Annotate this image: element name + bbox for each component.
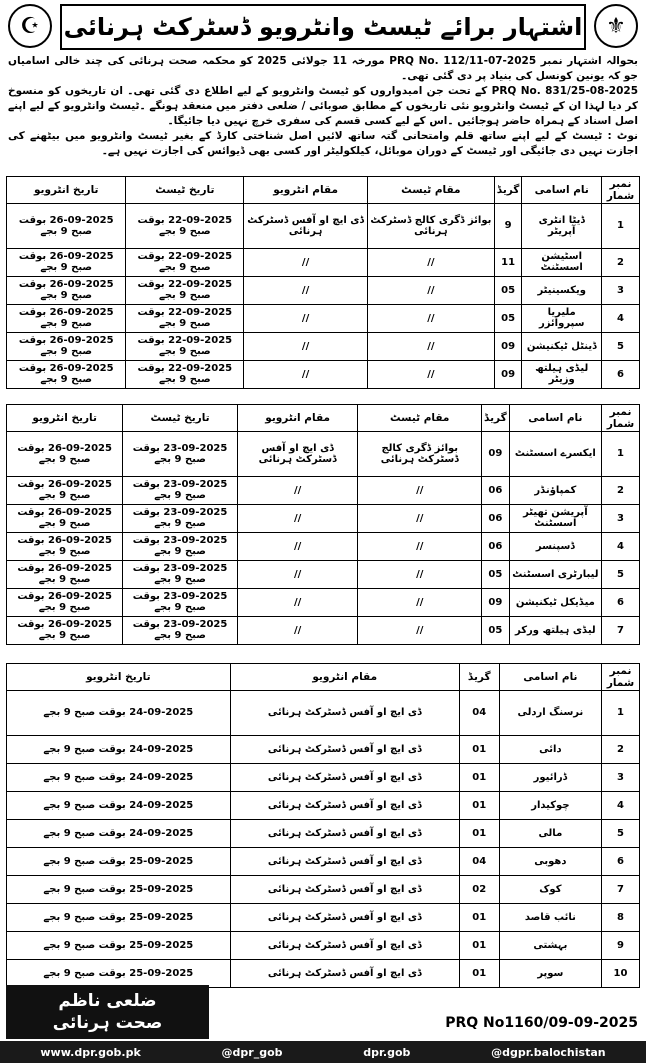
cell-test-venue: //: [358, 560, 482, 588]
column-header: نمبر شمار: [602, 664, 640, 691]
column-header: تاریخ ٹیسٹ: [126, 177, 244, 204]
cell-interview-venue: ڈی ایچ او آفس ڈسٹرکٹ ہرنائی: [230, 735, 459, 763]
cell-interview-venue: //: [237, 532, 358, 560]
cell-test-date: 22-09-2025 بوقت صبح 9 بجے: [126, 304, 244, 332]
youtube-link[interactable]: dpr.gob: [363, 1045, 411, 1059]
signatory-line-1: ضلعی ناظم: [58, 991, 157, 1011]
table-row: [7, 903, 640, 931]
cell-post: دائی: [499, 735, 601, 763]
table-row: [7, 532, 640, 560]
table-row: [7, 875, 640, 903]
intro-line-1: بحوالہ اشتہار نمبر PRQ No. 112/11-07-2025 مورخہ 11 جولائی 2025 کو محکمہ صحت ہرنائی کی چند خالی اسامیاں جو کہ یونین کونسل کی بنیاد پر دی گئی تھی۔: [8, 55, 638, 82]
cell-test-venue: //: [367, 332, 494, 360]
column-header: نمبر شمار: [602, 405, 640, 432]
cell-interview-venue: //: [244, 304, 368, 332]
cell-interview-venue: //: [237, 560, 358, 588]
cell-interview-date: 24-09-2025 بوقت صبح 9 بجے: [7, 763, 231, 791]
cell-no: 2: [602, 248, 640, 276]
table-row: [7, 959, 640, 987]
cell-no: 8: [602, 903, 640, 931]
cell-test-venue: بوائز ڈگری کالج ڈسٹرکٹ ہرنائی: [358, 432, 482, 477]
cell-post: ڈسپنسر: [509, 532, 601, 560]
cell-interview-date: 24-09-2025 بوقت صبح 9 بجے: [7, 819, 231, 847]
title-box: [60, 4, 586, 50]
cell-test-venue: //: [358, 532, 482, 560]
cell-interview-venue: ڈی ایچ او آفس ڈسٹرکٹ ہرنائی: [230, 763, 459, 791]
cell-interview-venue: //: [244, 332, 368, 360]
column-header: مقام انٹرویو: [230, 664, 459, 691]
cell-interview-venue: ڈی ایچ او آفس ڈسٹرکٹ ہرنائی: [244, 204, 368, 249]
column-header: تاریخ انٹرویو: [7, 405, 123, 432]
cell-no: 1: [602, 204, 640, 249]
signatory-line-2: صحت ہرنائی: [52, 1013, 163, 1033]
cell-test-venue: //: [358, 476, 482, 504]
social-bar: [0, 1041, 646, 1063]
cell-interview-venue: ڈی ایچ او آفس ڈسٹرکٹ ہرنائی: [230, 791, 459, 819]
cell-grade: 01: [459, 791, 499, 819]
cell-test-venue: //: [367, 360, 494, 388]
cell-interview-venue: //: [237, 504, 358, 532]
cell-no: 5: [602, 560, 640, 588]
cell-grade: 09: [482, 432, 510, 477]
cell-no: 4: [602, 532, 640, 560]
cell-post: اسٹیشن اسسٹنٹ: [522, 248, 602, 276]
cell-interview-date: 25-09-2025 بوقت صبح 9 بجے: [7, 903, 231, 931]
cell-test-date: 22-09-2025 بوقت صبح 9 بجے: [126, 360, 244, 388]
intro-line-2: PRQ No. 831/25-08-2025 کے تحت جن امیدواروں کو ٹیسٹ وانٹرویو کے لیے اطلاع دی گئی تھی۔ ان تاریخوں کو منسوخ کر دیا لہذا ان کے ٹیسٹ وانٹرویو نئی تاریخوں کے مطابق صوبائی / ضلعی دفتر میں منعقد ہونگے ۔ٹیسٹ وانٹرویو کے لیے اپنے اصل اسناد کے ہمراہ حاضر ہوجائیں ۔اس کے لیے کسی قسم کی سفری خرچ نہیں دیا جائیگا۔: [8, 85, 638, 127]
cell-no: 5: [602, 819, 640, 847]
table-header-row: [7, 177, 640, 204]
cell-grade: 05: [482, 560, 510, 588]
cell-no: 2: [602, 476, 640, 504]
cell-interview-venue: //: [244, 276, 368, 304]
cell-no: 1: [602, 432, 640, 477]
table-section-2: [6, 404, 640, 645]
cell-grade: 01: [459, 763, 499, 791]
table-row: [7, 504, 640, 532]
cell-test-venue: //: [358, 588, 482, 616]
cell-interview-date: 24-09-2025 بوقت صبح 9 بجے: [7, 735, 231, 763]
cell-no: 10: [602, 959, 640, 987]
cell-test-date: 23-09-2025 بوقت صبح 9 بجے: [123, 616, 237, 644]
cell-grade: 01: [459, 735, 499, 763]
cell-test-venue: //: [358, 616, 482, 644]
column-header: مقام انٹرویو: [237, 405, 358, 432]
cell-interview-venue: ڈی ایچ او آفس ڈسٹرکٹ ہرنائی: [230, 959, 459, 987]
cell-post: لیڈی ہیلتھ وزیٹر: [522, 360, 602, 388]
cell-interview-date: 26-09-2025 بوقت صبح 9 بجے: [7, 276, 126, 304]
cell-interview-date: 25-09-2025 بوقت صبح 9 بجے: [7, 847, 231, 875]
cell-post: سوپر: [499, 959, 601, 987]
cell-post: ویکسینیٹر: [522, 276, 602, 304]
cell-test-date: 22-09-2025 بوقت صبح 9 بجے: [126, 204, 244, 249]
signatory-box: [6, 985, 209, 1039]
cell-test-venue: //: [358, 504, 482, 532]
cell-post: لیڈی ہیلتھ ورکر: [509, 616, 601, 644]
cell-test-date: 23-09-2025 بوقت صبح 9 بجے: [123, 560, 237, 588]
cell-test-venue: //: [367, 304, 494, 332]
column-header: مقام ٹیسٹ: [367, 177, 494, 204]
cell-interview-date: 26-09-2025 بوقت صبح 9 بجے: [7, 476, 123, 504]
table-header-row: [7, 405, 640, 432]
cell-interview-date: 26-09-2025 بوقت صبح 9 بجے: [7, 560, 123, 588]
column-header: مقام انٹرویو: [244, 177, 368, 204]
table-row: [7, 204, 640, 249]
cell-post: کوک: [499, 875, 601, 903]
intro-line-3: نوٹ : ٹیسٹ کے لیے اپنے ساتھ قلم وامتحانی گتہ ساتھ لائیں اصل شناختی کارڈ کے بغیر ٹیسٹ وانٹرویو میں بیٹھنے کی اجازت نہیں دی جائیگی اور ٹیسٹ کے دوران موبائل، کیلکولیٹر اور کسی بھی ڈیوائس کی اجازت نہیں ہے۔: [8, 130, 638, 157]
cell-interview-date: 25-09-2025 بوقت صبح 9 بجے: [7, 875, 231, 903]
cell-no: 4: [602, 791, 640, 819]
note-label: نوٹ: [616, 130, 638, 142]
column-header: نمبر شمار: [602, 177, 640, 204]
cell-interview-date: 24-09-2025 بوقت صبح 9 بجے: [7, 691, 231, 736]
cell-no: 7: [602, 875, 640, 903]
column-header: نام اسامی: [499, 664, 601, 691]
table-row: [7, 476, 640, 504]
cell-grade: 04: [459, 691, 499, 736]
facebook-link[interactable]: @dgpr.balochistan: [491, 1045, 606, 1059]
cell-interview-venue: ڈی ایچ او آفس ڈسٹرکٹ ہرنائی: [230, 819, 459, 847]
emblem-icon: ⚜: [594, 4, 638, 48]
cell-test-date: 23-09-2025 بوقت صبح 9 بجے: [123, 432, 237, 477]
table-row: [7, 304, 640, 332]
cell-test-venue: //: [367, 248, 494, 276]
table-row: [7, 248, 640, 276]
cell-interview-venue: ڈی ایچ او آفس ڈسٹرکٹ ہرنائی: [230, 931, 459, 959]
page-title: اشتہار برائے ٹیسٹ وانٹرویو ڈسٹرکٹ ہرنائی: [63, 13, 583, 41]
cell-test-date: 23-09-2025 بوقت صبح 9 بجے: [123, 476, 237, 504]
cell-post: بہشتی: [499, 931, 601, 959]
column-header: تاریخ انٹرویو: [7, 177, 126, 204]
table-header-row: [7, 664, 640, 691]
cell-post: کمپاؤنڈر: [509, 476, 601, 504]
cell-no: 7: [602, 616, 640, 644]
cell-grade: 01: [459, 931, 499, 959]
cell-interview-venue: //: [237, 476, 358, 504]
cell-grade: 09: [482, 588, 510, 616]
cell-interview-venue: //: [237, 616, 358, 644]
twitter-link[interactable]: @dpr_gob: [221, 1045, 283, 1059]
column-header: تاریخ ٹیسٹ: [123, 405, 237, 432]
table-row: [7, 735, 640, 763]
cell-test-date: 22-09-2025 بوقت صبح 9 بجے: [126, 248, 244, 276]
cell-grade: 01: [459, 959, 499, 987]
cell-no: 3: [602, 276, 640, 304]
cell-post: ایکسرے اسسٹنٹ: [509, 432, 601, 477]
header: [0, 0, 646, 56]
column-header: تاریخ انٹرویو: [7, 664, 231, 691]
table-section-1: [6, 176, 640, 389]
cell-interview-venue: ڈی ایچ او آفس ڈسٹرکٹ ہرنائی: [237, 432, 358, 477]
column-header: مقام ٹیسٹ: [358, 405, 482, 432]
cell-post: نرسنگ اردلی: [499, 691, 601, 736]
cell-post: لیبارٹری اسسٹنٹ: [509, 560, 601, 588]
cell-no: 6: [602, 360, 640, 388]
table-row: [7, 691, 640, 736]
cell-grade: 09: [494, 332, 522, 360]
cell-test-date: 22-09-2025 بوقت صبح 9 بجے: [126, 332, 244, 360]
table-row: [7, 276, 640, 304]
table-row: [7, 360, 640, 388]
cell-post: ڈیٹا انٹری آپریٹر: [522, 204, 602, 249]
cell-interview-date: 24-09-2025 بوقت صبح 9 بجے: [7, 791, 231, 819]
table-row: [7, 763, 640, 791]
cell-grade: 09: [494, 360, 522, 388]
cell-post: نائب قاصد: [499, 903, 601, 931]
cell-grade: 02: [459, 875, 499, 903]
table-row: [7, 332, 640, 360]
cell-test-date: 23-09-2025 بوقت صبح 9 بجے: [123, 588, 237, 616]
cell-grade: 06: [482, 504, 510, 532]
cell-test-venue: //: [367, 276, 494, 304]
cell-post: میڈیکل ٹیکنیشن: [509, 588, 601, 616]
cell-test-date: 23-09-2025 بوقت صبح 9 بجے: [123, 532, 237, 560]
column-header: گریڈ: [494, 177, 522, 204]
cell-interview-date: 26-09-2025 بوقت صبح 9 بجے: [7, 432, 123, 477]
table-section-3: [6, 663, 640, 988]
cell-grade: 06: [482, 476, 510, 504]
cell-grade: 9: [494, 204, 522, 249]
cell-interview-venue: ڈی ایچ او آفس ڈسٹرکٹ ہرنائی: [230, 691, 459, 736]
cell-no: 3: [602, 763, 640, 791]
cell-interview-venue: ڈی ایچ او آفس ڈسٹرکٹ ہرنائی: [230, 903, 459, 931]
cell-no: 5: [602, 332, 640, 360]
table-row: [7, 791, 640, 819]
cell-no: 2: [602, 735, 640, 763]
website-link[interactable]: www.dpr.gob.pk: [40, 1045, 141, 1059]
cell-grade: 11: [494, 248, 522, 276]
cell-grade: 01: [459, 903, 499, 931]
column-header: گریڈ: [459, 664, 499, 691]
cell-interview-date: 26-09-2025 بوقت صبح 9 بجے: [7, 248, 126, 276]
cell-post: ملیریا سپروائزر: [522, 304, 602, 332]
table-row: [7, 588, 640, 616]
cell-interview-date: 26-09-2025 بوقت صبح 9 بجے: [7, 616, 123, 644]
cell-post: چوکیدار: [499, 791, 601, 819]
cell-post: ڈینٹل ٹیکنیشن: [522, 332, 602, 360]
cell-interview-venue: //: [244, 360, 368, 388]
cell-interview-date: 25-09-2025 بوقت صبح 9 بجے: [7, 931, 231, 959]
cell-post: دھوبی: [499, 847, 601, 875]
cell-grade: 04: [459, 847, 499, 875]
cell-grade: 06: [482, 532, 510, 560]
cell-interview-date: 26-09-2025 بوقت صبح 9 بجے: [7, 332, 126, 360]
cell-interview-venue: ڈی ایچ او آفس ڈسٹرکٹ ہرنائی: [230, 875, 459, 903]
table-row: [7, 560, 640, 588]
cell-grade: 05: [494, 304, 522, 332]
column-header: گریڈ: [482, 405, 510, 432]
cell-interview-date: 26-09-2025 بوقت صبح 9 بجے: [7, 504, 123, 532]
cell-grade: 05: [482, 616, 510, 644]
cell-interview-date: 26-09-2025 بوقت صبح 9 بجے: [7, 204, 126, 249]
cell-no: 9: [602, 931, 640, 959]
cell-no: 6: [602, 588, 640, 616]
cell-test-venue: بوائز ڈگری کالج ڈسٹرکٹ ہرنائی: [367, 204, 494, 249]
cell-no: 4: [602, 304, 640, 332]
cell-no: 3: [602, 504, 640, 532]
cell-interview-venue: ڈی ایچ او آفس ڈسٹرکٹ ہرنائی: [230, 847, 459, 875]
cell-grade: 01: [459, 819, 499, 847]
cell-interview-venue: //: [237, 588, 358, 616]
cell-interview-venue: //: [244, 248, 368, 276]
cell-post: آپریشن تھیٹر اسسٹنٹ: [509, 504, 601, 532]
intro-text: [8, 54, 638, 174]
table-row: [7, 432, 640, 477]
cell-grade: 05: [494, 276, 522, 304]
cell-no: 6: [602, 847, 640, 875]
table-row: [7, 616, 640, 644]
cell-interview-date: 26-09-2025 بوقت صبح 9 بجے: [7, 532, 123, 560]
column-header: نام اسامی: [509, 405, 601, 432]
cell-interview-date: 25-09-2025 بوقت صبح 9 بجے: [7, 959, 231, 987]
table-row: [7, 819, 640, 847]
cell-no: 1: [602, 691, 640, 736]
emblem-icon: ☪: [8, 4, 52, 48]
cell-interview-date: 26-09-2025 بوقت صبح 9 بجے: [7, 588, 123, 616]
table-row: [7, 931, 640, 959]
cell-post: ڈرائیور: [499, 763, 601, 791]
cell-test-date: 23-09-2025 بوقت صبح 9 بجے: [123, 504, 237, 532]
table-row: [7, 847, 640, 875]
prq-number: PRQ No1160/09-09-2025: [445, 1015, 638, 1031]
cell-post: مالی: [499, 819, 601, 847]
cell-test-date: 22-09-2025 بوقت صبح 9 بجے: [126, 276, 244, 304]
note-text: ٹیسٹ کے لیے اپنے ساتھ قلم وامتحانی گتہ ساتھ لائیں اصل شناختی کارڈ کے بغیر ٹیسٹ وانٹرویو میں بیٹھنے کی اجازت نہیں دی جائیگی اور ٹیسٹ کے دوران موبائل، کیلکولیٹر اور کسی بھی ڈیوائس کی اجازت نہیں ہے۔: [8, 130, 638, 157]
cell-interview-date: 26-09-2025 بوقت صبح 9 بجے: [7, 360, 126, 388]
column-header: نام اسامی: [522, 177, 602, 204]
cell-interview-date: 26-09-2025 بوقت صبح 9 بجے: [7, 304, 126, 332]
